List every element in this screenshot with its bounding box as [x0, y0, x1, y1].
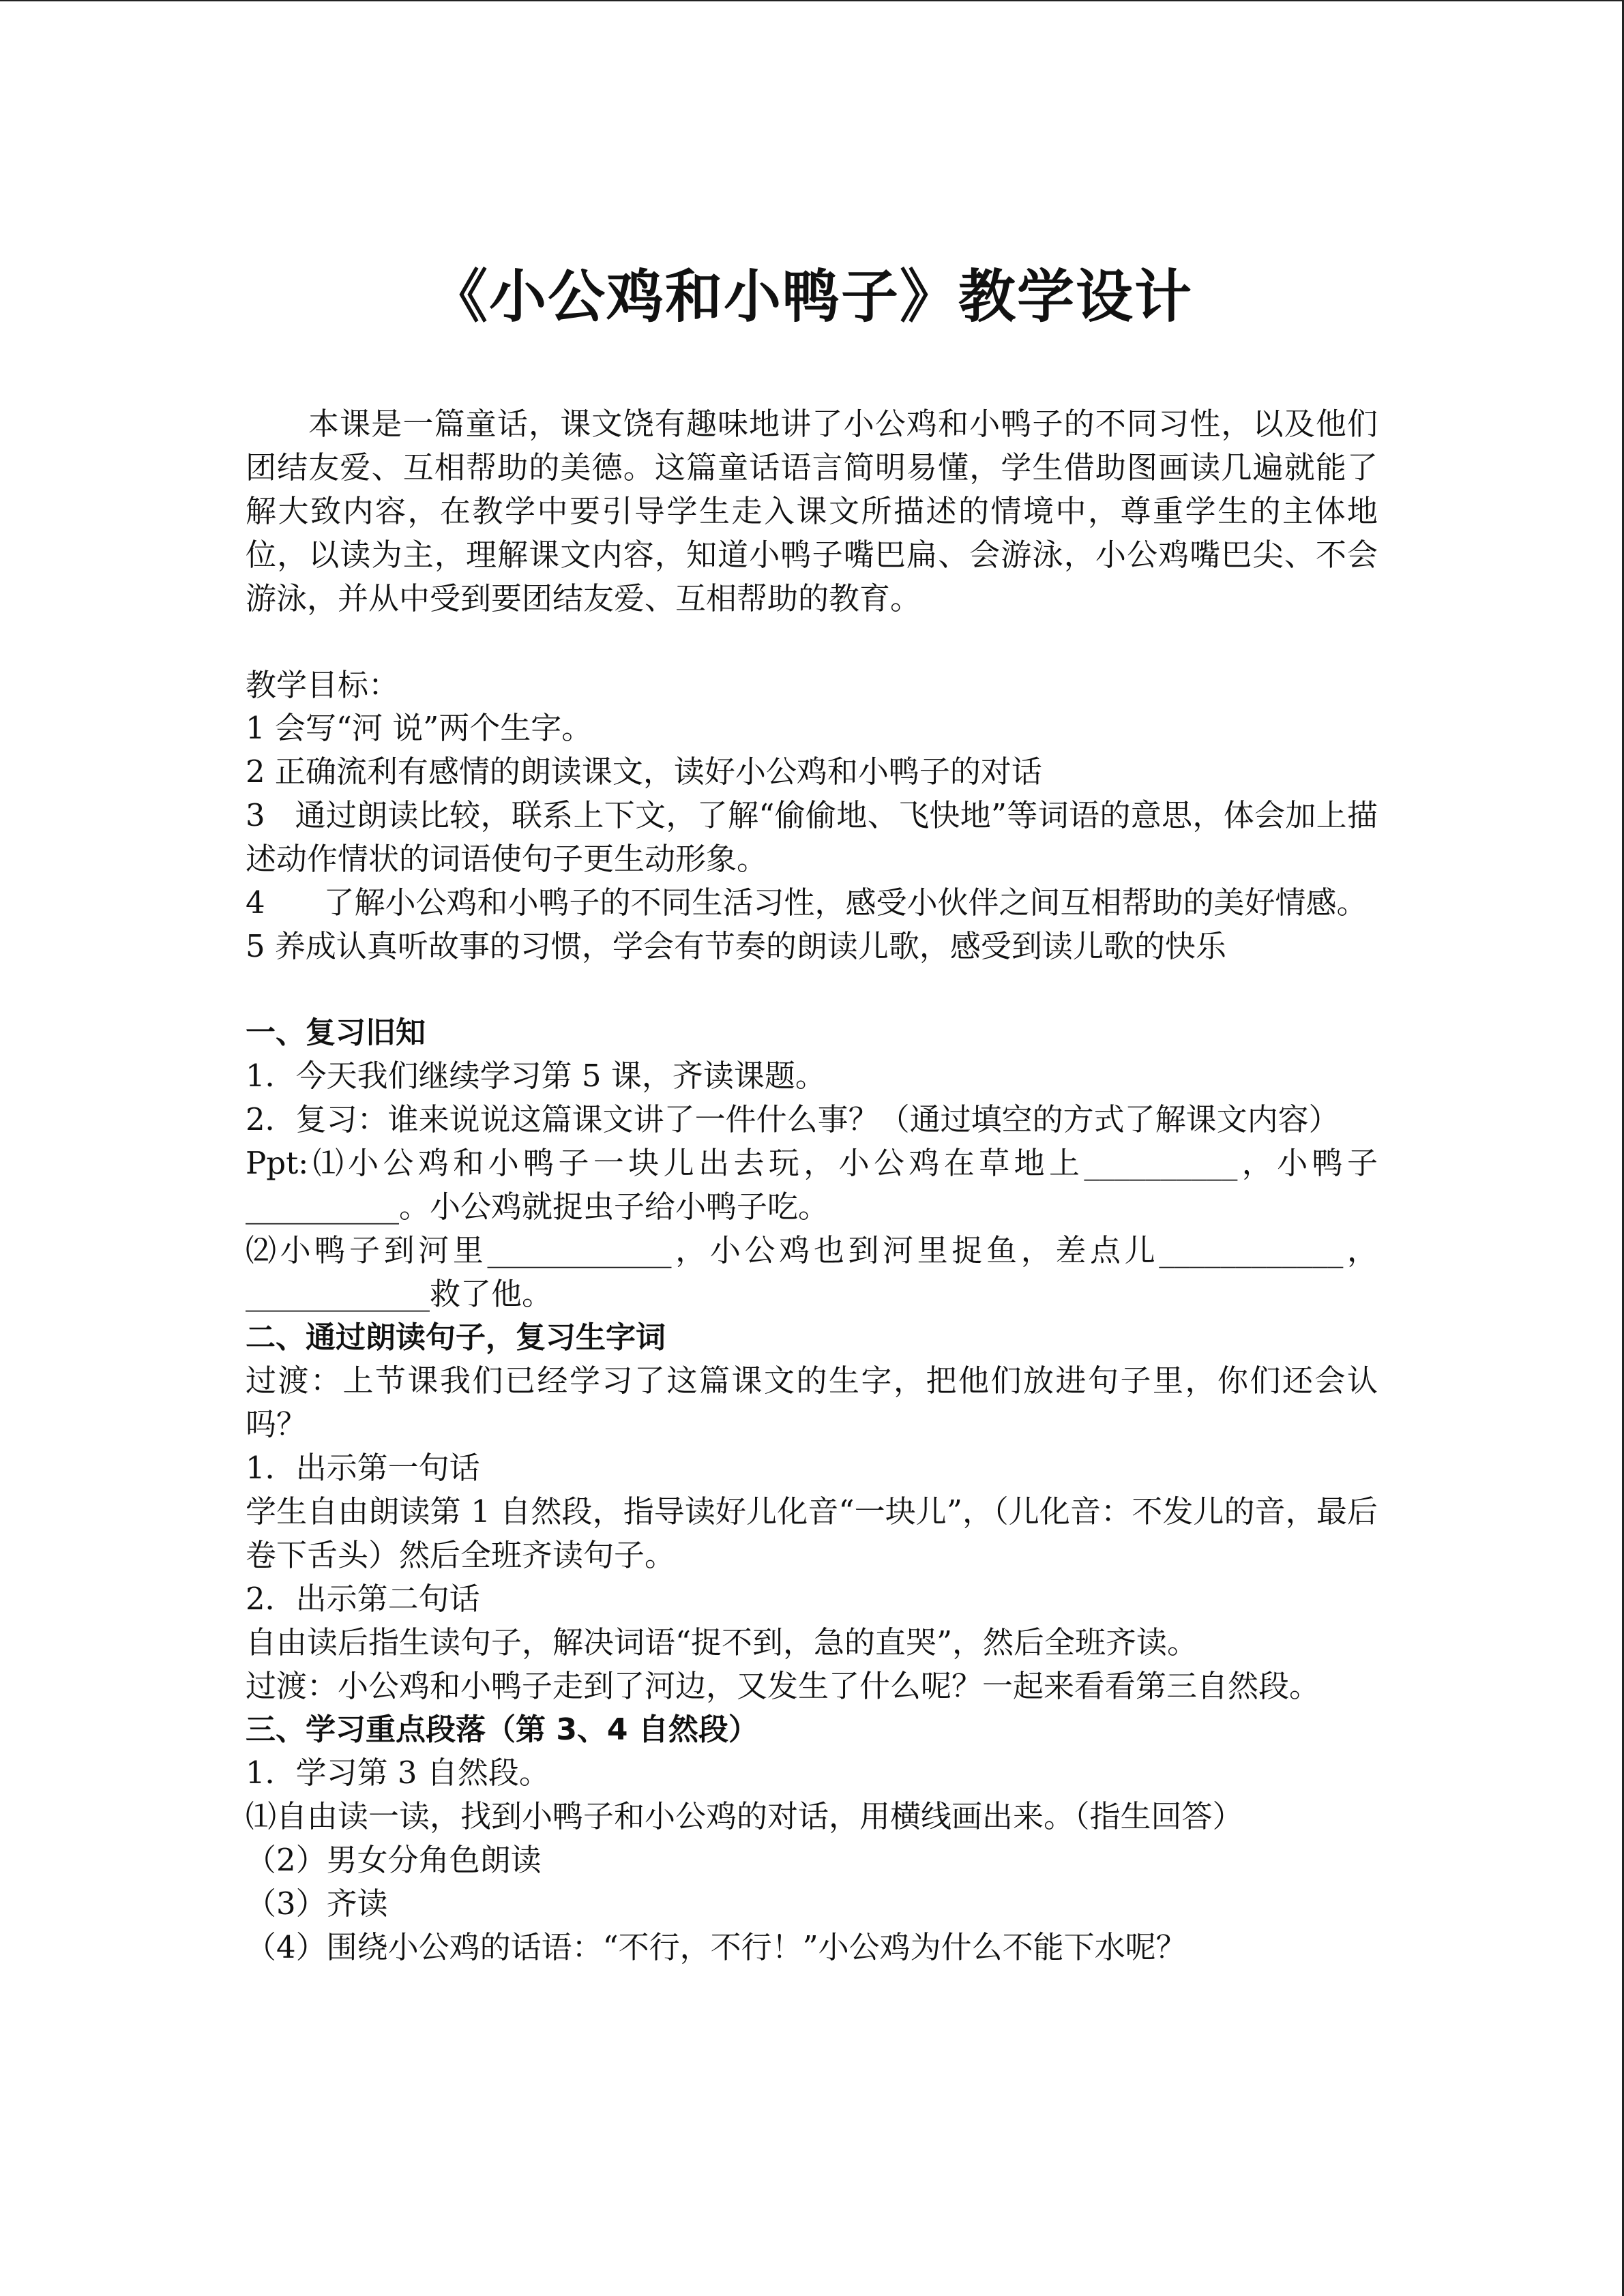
teaching-goals: [246, 664, 1378, 968]
fill-blank-line: ⑵小鸭子到河里____________，小公鸡也到河里捉鱼，差点儿____________，____________救了他。: [246, 1232, 1378, 1312]
section-line: （2）男女分角色朗读: [246, 1842, 542, 1878]
section-line: 1．出示第一句话: [246, 1450, 480, 1486]
section-reading: [246, 1316, 1378, 1708]
section-line: 过渡：上节课我们已经学习了这篇课文的生字，把他们放进句子里，你们还会认吗？: [246, 1362, 1378, 1442]
page-top-border: [0, 0, 1624, 1]
section-line: （3）齐读: [246, 1885, 388, 1922]
goals-label: 教学目标：: [246, 667, 400, 703]
section-line: （4）围绕小公鸡的话语：“不行，不行！”小公鸡为什么不能下水呢？: [246, 1929, 1187, 1965]
section-heading: 一、复习旧知: [246, 1015, 426, 1050]
section-line: 过渡：小公鸡和小鸭子走到了河边，又发生了什么呢？一起来看看第三自然段。: [246, 1668, 1320, 1704]
section-heading: 三、学习重点段落（第 3、4 自然段）: [246, 1712, 758, 1747]
section-line: 学生自由朗读第 1 自然段，指导读好儿化音“一块儿”，（儿化音：不发儿的音，最后卷下舌头）然后全班齐读句子。: [246, 1493, 1378, 1573]
document-title: 《小公鸡和小鸭子》教学设计: [430, 263, 1193, 330]
section-heading: 二、通过朗读句子，复习生字词: [246, 1320, 666, 1355]
section-key-paragraphs: [246, 1708, 1378, 1969]
section-line: ⑴自由读一读，找到小鸭子和小公鸡的对话，用横线画出来。（指生回答）: [246, 1798, 1243, 1834]
spacer: [246, 621, 1378, 664]
section-line: 1．学习第 3 自然段。: [246, 1755, 550, 1791]
section-line: 2．出示第二句话: [246, 1581, 480, 1617]
spacer: [246, 968, 1378, 1011]
section-line: 1．今天我们继续学习第 5 课，齐读课题。: [246, 1058, 826, 1094]
goal-item: 1 会写“河 说”两个生字。: [246, 710, 593, 746]
goal-item: 5 养成认真听故事的习惯，学会有节奏的朗读儿歌，感受到读儿歌的快乐: [246, 928, 1226, 964]
goal-item: 3 通过朗读比较，联系上下文，了解“偷偷地、飞快地”等词语的意思，体会加上描述动作情状的词语使句子更生动形象。: [246, 797, 1378, 877]
section-line: 2．复习：谁来说说这篇课文讲了一件什么事？（通过填空的方式了解课文内容）: [246, 1101, 1340, 1137]
section-review: [246, 1011, 1378, 1316]
fill-blank-line: Ppt:⑴小公鸡和小鸭子一块儿出去玩，小公鸡在草地上__________，小鸭子__________。小公鸡就捉虫子给小鸭子吃。: [246, 1145, 1378, 1225]
intro-paragraph: 本课是一篇童话，课文饶有趣味地讲了小公鸡和小鸭子的不同习性，以及他们团结友爱、互相帮助的美德。这篇童话语言简明易懂，学生借助图画读几遍就能了解大致内容，在教学中要引导学生走入课文所描述的情境中，尊重学生的主体地位，以读为主，理解课文内容，知道小鸭子嘴巴扁、会游泳，小公鸡嘴巴尖、不会游泳，并从中受到要团结友爱、互相帮助的教育。: [246, 406, 1378, 616]
goal-item: 4 了解小公鸡和小鸭子的不同生活习性，感受小伙伴之间互相帮助的美好情感。: [246, 884, 1368, 921]
goal-item: 2 正确流利有感情的朗读课文，读好小公鸡和小鸭子的对话: [246, 754, 1042, 790]
section-line: 自由读后指生读句子，解决词语“捉不到，急的直哭”，然后全班齐读。: [246, 1624, 1198, 1660]
document-body: [246, 252, 1378, 1969]
